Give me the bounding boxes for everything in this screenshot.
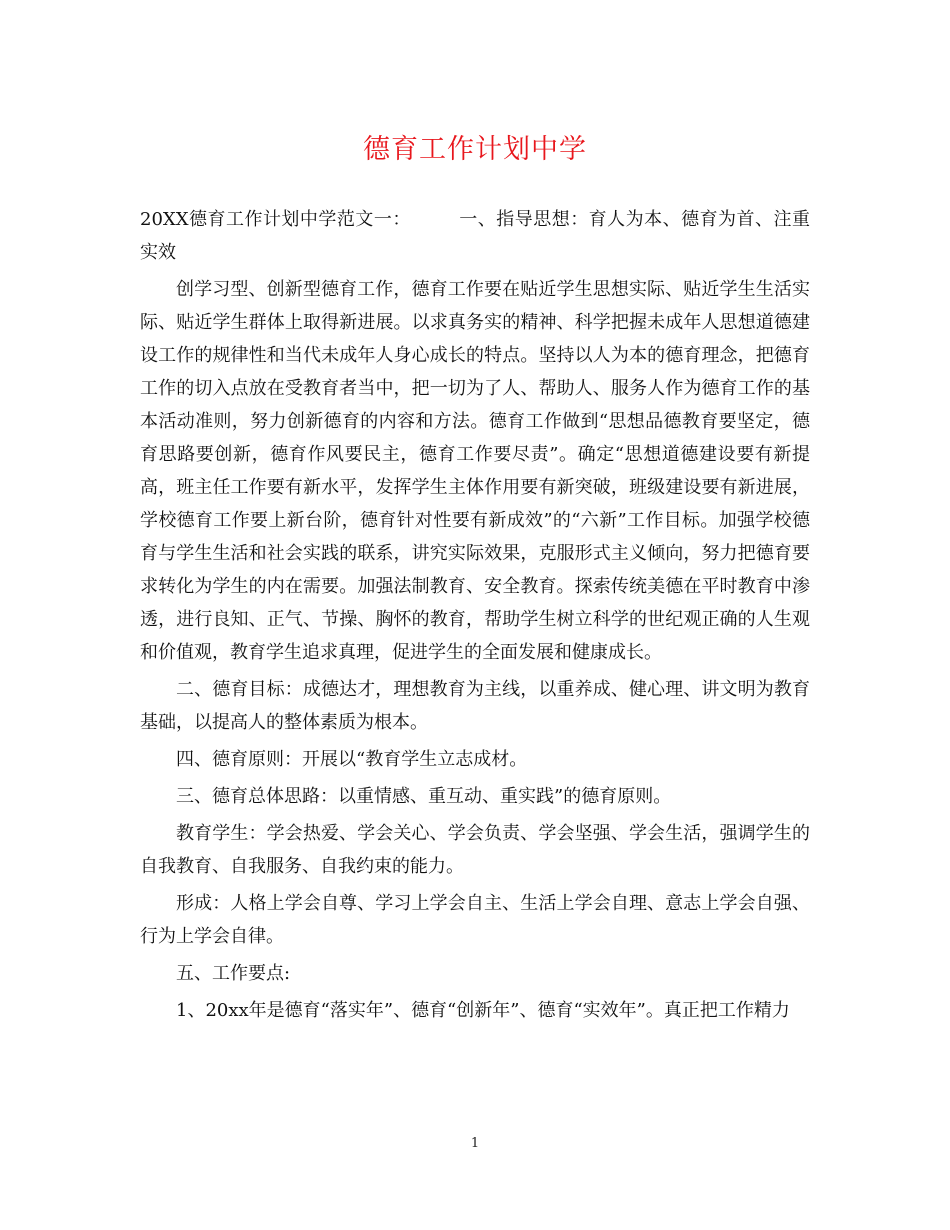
document-body <box>140 203 810 1031</box>
paragraph-work-points-heading: 五、工作要点: <box>176 963 291 984</box>
paragraph-guiding-thought: 创学习型、创新型德育工作，德育工作要在贴近学生思想实际、贴近学生生活实际、贴近学生群体上取得新进展。以求真务实的精神、科学把握未成年人思想道德建设工作的规律性和当代未成年人身心成长的特点。坚持以人为本的德育理念，把德育工作的切入点放在受教育者当中，把一切为了人、帮助人、服务人作为德育工作的基本活动准则，努力创新德育的内容和方法。德育工作做到“思想品德教育要坚定，德育思路要创新，德育作风要民主，德育工作要尽责”。确定“思想道德建设要有新提高，班主任工作要有新水平，发挥学生主体作用要有新突破，班级建设要有新进展，学校德育工作要上新台阶，德育针对性要有新成效”的“六新”工作目标。加强学校德育与学生生活和社会实践的联系，讲究实际效果，克服形式主义倾向，努力把德育要求转化为学生的内在需要。加强法制教育、安全教育。探索传统美德在平时教育中渗透，进行良知、正气、节操、胸怀的教育，帮助学生树立科学的世纪观正确的人生观和价值观，教育学生追求真理，促进学生的全面发展和健康成长。 <box>140 279 810 663</box>
intro-label: 20XX德育工作计划中学范文一： <box>140 209 411 230</box>
document-title: 德育工作计划中学 <box>363 134 587 165</box>
page-number: 1 <box>470 1136 480 1151</box>
paragraph-formation: 形成：人格上学会自尊、学习上学会自主、生活上学会自理、意志上学会自强、行为上学会自律。 <box>140 893 810 947</box>
paragraph-moral-principle: 四、德育原则：开展以“教育学生立志成材。 <box>176 749 528 770</box>
paragraph-moral-goal: 二、德育目标：成德达才，理想教育为主线，以重养成、健心理、讲文明为教育基础，以提高人的整体素质为根本。 <box>140 679 810 733</box>
intro-heading: 一、指导思想：育人为本、德育为首、注重实效 <box>140 209 810 263</box>
paragraph-work-point-1: 1、20xx年是德育“落实年”、德育“创新年”、德育“实效年”。真正把工作精力 <box>176 1000 790 1021</box>
intro-paragraph <box>140 203 810 269</box>
paragraph-educate-students: 教育学生：学会热爱、学会关心、学会负责、学会坚强、学会生活，强调学生的自我教育、自我服务、自我约束的能力。 <box>140 823 810 877</box>
paragraph-overall-approach: 三、德育总体思路：以重情感、重互动、重实践”的德育原则。 <box>176 786 672 807</box>
